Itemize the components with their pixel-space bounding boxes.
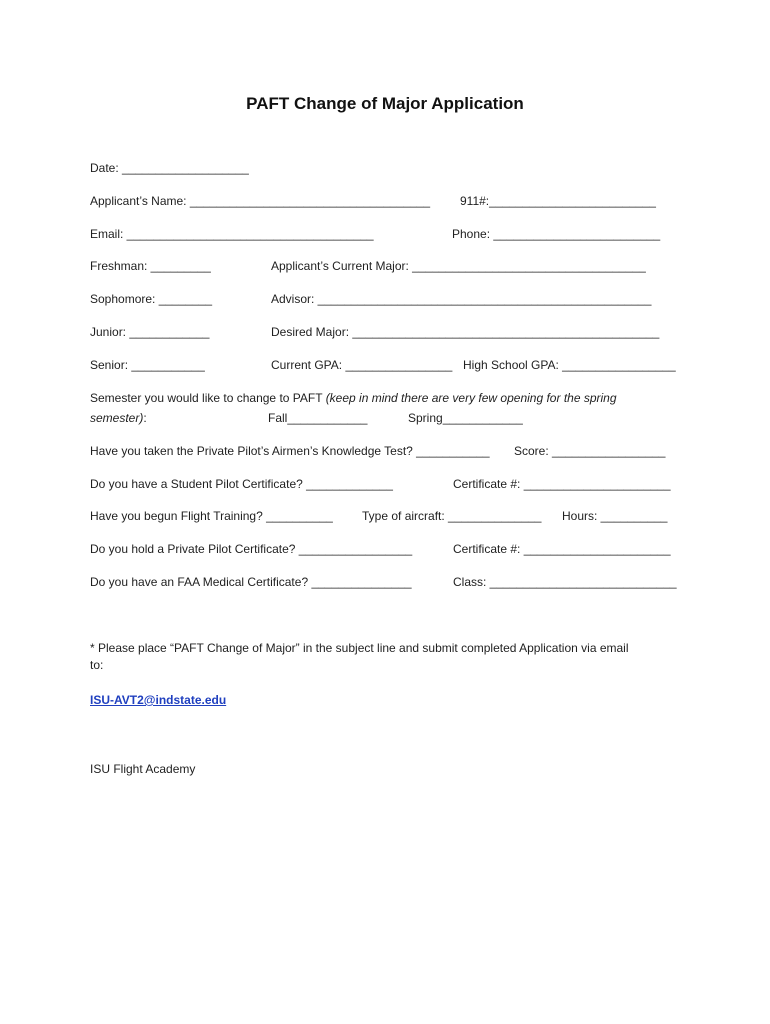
applicant-name-field: Applicant’s Name: ____________________________________ [90,194,431,208]
aircraft-type-field: Type of aircraft: ______________ [362,509,542,523]
semester-note: (keep in mind there are very few opening for the spring [325,391,617,405]
flight-training-field: Have you begun Flight Training? __________ [90,509,333,523]
junior-field: Junior: ____________ [90,325,210,339]
certificate-number-1-field: Certificate #: ______________________ [453,477,671,491]
desired-major-field: Desired Major: ______________________________________________ [271,325,660,339]
faa-medical-field: Do you have an FAA Medical Certificate? _______________ [90,575,412,589]
certificate-number-2-field: Certificate #: ______________________ [453,542,671,556]
freshman-field: Freshman: _________ [90,259,211,273]
senior-field: Senior: ___________ [90,358,205,372]
spring-field: Spring____________ [408,411,523,425]
instructions-text: * Please place “PAFT Change of Major” in the subject line and submit completed Application via email [90,641,629,655]
footer-text: ISU Flight Academy [90,762,196,776]
student-pilot-field: Do you have a Student Pilot Certificate? _____________ [90,477,393,491]
instructions-text-cont: to: [90,658,104,672]
private-pilot-field: Do you hold a Private Pilot Certificate? _________________ [90,542,413,556]
current-gpa-field: Current GPA: ________________ [271,358,453,372]
page-title: PAFT Change of Major Application [246,94,524,113]
phone-field: Phone: _________________________ [452,227,661,241]
semester-question [90,391,617,405]
date-field: Date: ___________________ [90,161,249,175]
advisor-field: Advisor: __________________________________________________ [271,292,652,306]
semester-colon: : [143,411,147,425]
semester-question-cont [90,411,147,425]
high-school-gpa-field: High School GPA: _________________ [463,358,676,372]
score-field: Score: _________________ [514,444,666,458]
current-major-field: Applicant’s Current Major: ___________________________________ [271,259,646,273]
sophomore-field: Sophomore: ________ [90,292,213,306]
semester-note-cont: semester) [90,411,144,425]
id-911-field: 911#:_________________________ [460,194,656,208]
hours-field: Hours: __________ [562,509,668,523]
email-link[interactable]: ISU-AVT2@indstate.edu [90,693,227,707]
class-field: Class: ____________________________ [453,575,677,589]
fall-field: Fall____________ [268,411,368,425]
email-field: Email: _____________________________________ [90,227,374,241]
knowledge-test-field: Have you taken the Private Pilot’s Airmen’s Knowledge Test? ___________ [90,444,490,458]
semester-intro: Semester you would like to change to PAFT [90,391,326,405]
